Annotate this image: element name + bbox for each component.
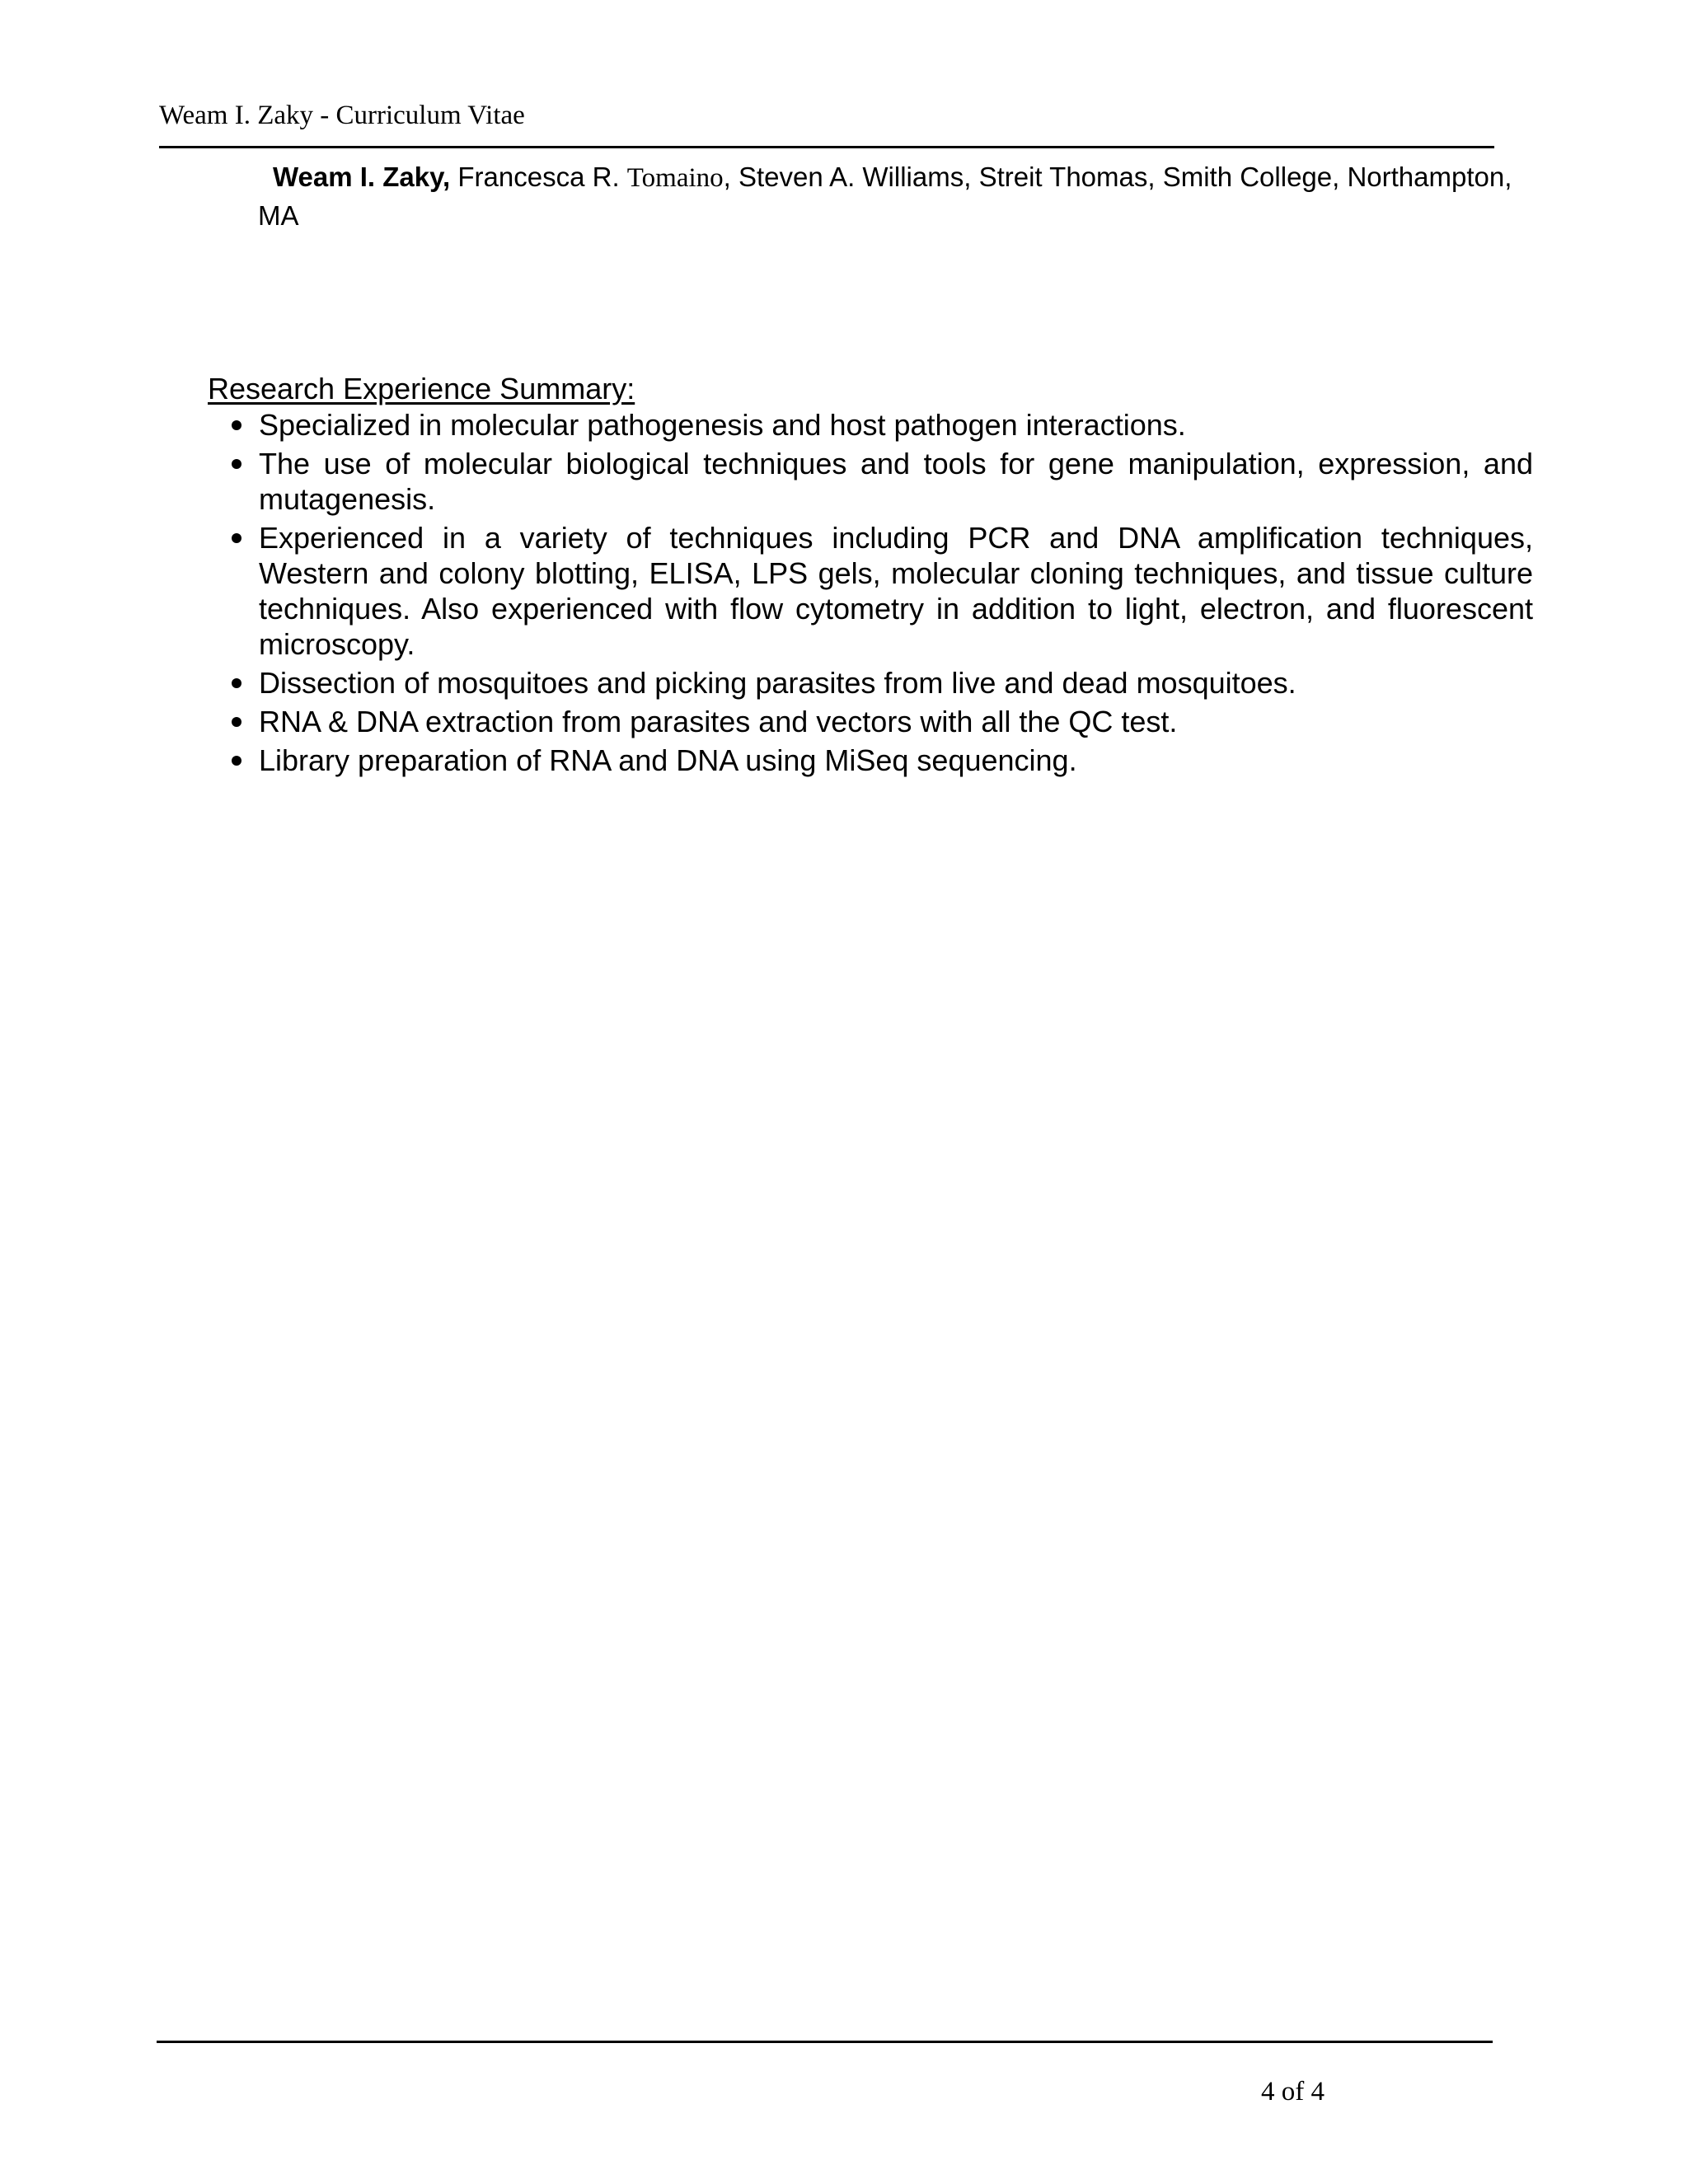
list-item — [208, 665, 1533, 701]
list-item-text: RNA & DNA extraction from parasites and vectors with all the QC test. — [259, 705, 1178, 738]
list-item — [208, 407, 1533, 443]
bullet-icon — [224, 665, 249, 701]
list-item-text: The use of molecular biological techniques and tools for gene manipulation, expression, and mutagenesis. — [259, 447, 1533, 516]
page-header-title: Weam I. Zaky - Curriculum Vitae — [159, 101, 525, 130]
list-item — [208, 446, 1533, 517]
coauthor-text-2: , Steven A. Williams, Streit Thomas, Smith College, Northampton, MA — [258, 162, 1512, 231]
bullet-icon — [224, 704, 249, 739]
list-item-text: Dissection of mosquitoes and picking parasites from live and dead mosquitoes. — [259, 666, 1296, 700]
author-list — [258, 158, 1531, 235]
header-divider — [159, 146, 1494, 148]
coauthor-surname: Tomaino — [626, 163, 724, 193]
list-item-text: Experienced in a variety of techniques including PCR and DNA amplification techniques, Western and colony blotting, ELISA, LPS gels, molecular cloning techniques, and tissue culture techniques. Also experienced with flow cytometry in addition to light, electron, and fluorescent microscopy. — [259, 521, 1533, 661]
list-item-text: Specialized in molecular pathogenesis and host pathogen interactions. — [259, 408, 1186, 442]
bullet-icon — [224, 446, 249, 481]
research-summary-heading: Research Experience Summary: — [208, 372, 635, 405]
bullet-icon — [224, 520, 249, 555]
research-summary-list — [208, 407, 1533, 781]
bullet-icon — [224, 407, 249, 443]
list-item-text: Library preparation of RNA and DNA using MiSeq sequencing. — [259, 743, 1077, 777]
coauthor-text-1: Francesca R. — [450, 162, 627, 192]
list-item — [208, 743, 1533, 778]
page-number: 4 of 4 — [1261, 2077, 1325, 2107]
lead-author: Weam I. Zaky, — [273, 162, 451, 192]
list-item — [208, 704, 1533, 739]
footer-divider — [157, 2041, 1493, 2043]
bullet-icon — [224, 743, 249, 778]
list-item — [208, 520, 1533, 662]
